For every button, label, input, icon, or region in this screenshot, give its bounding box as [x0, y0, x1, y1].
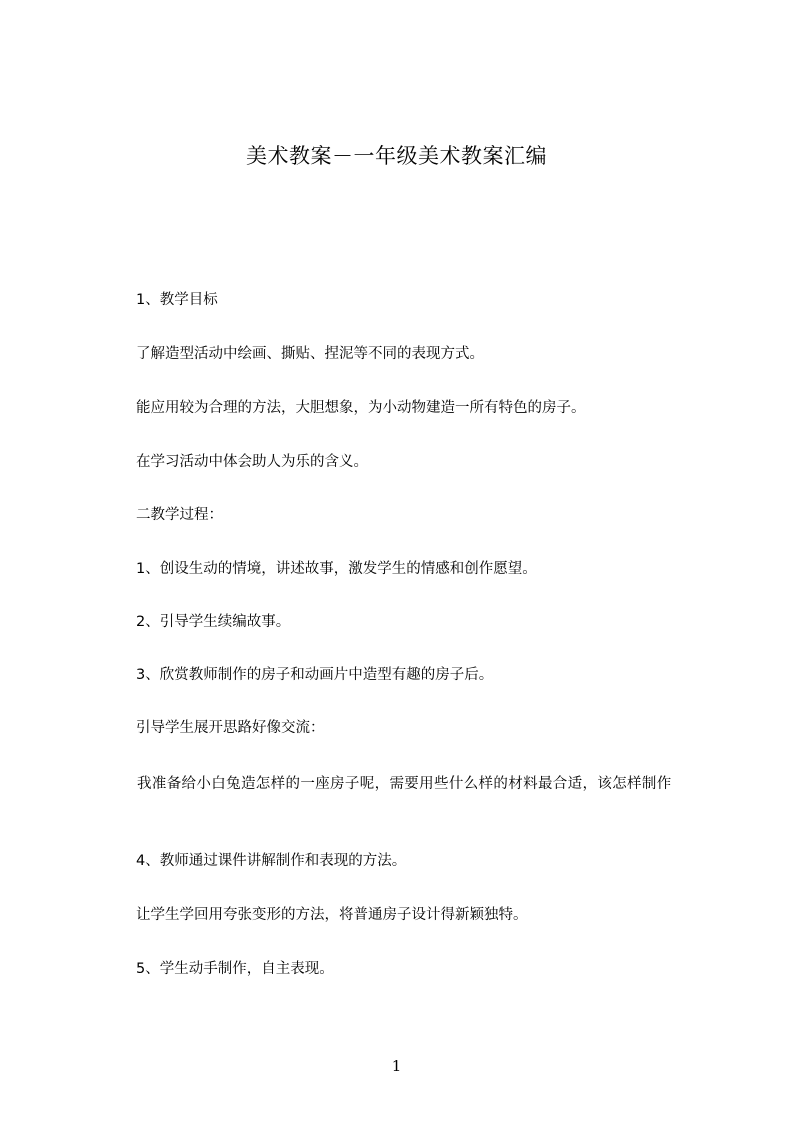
- paragraph-process-1: 1、创设生动的情境，讲述故事，激发学生的情感和创作愿望。: [136, 561, 537, 577]
- document-title: 美术教案－一年级美术教案汇编: [246, 144, 547, 168]
- section-heading-objectives: 1、教学目标: [136, 292, 218, 308]
- paragraph-process-4: 4、教师通过课件讲解制作和表现的方法。: [136, 853, 407, 869]
- paragraph-process-3: 3、欣赏教师制作的房子和动画片中造型有趣的房子后。: [136, 667, 494, 683]
- paragraph-process-guide: 引导学生展开思路好像交流：: [136, 720, 325, 736]
- page-number: 1: [391, 1057, 402, 1075]
- paragraph-process-2: 2、引导学生续编故事。: [136, 614, 291, 630]
- paragraph-question: 我准备给小白兔造怎样的一座房子呢，需要用些什么样的材料最合适，该怎样制作: [137, 776, 672, 792]
- paragraph-objective-3: 在学习活动中体会助人为乐的含义。: [136, 454, 368, 470]
- paragraph-objective-2: 能应用较为合理的方法，大胆想象，为小动物建造一所有特色的房子。: [136, 400, 586, 416]
- paragraph-process-5: 5、学生动手制作，自主表现。: [136, 961, 334, 977]
- section-heading-process: 二教学过程：: [136, 507, 223, 523]
- paragraph-process-4-detail: 让学生学回用夸张变形的方法，将普通房子设计得新颖独特。: [136, 907, 528, 923]
- paragraph-objective-1: 了解造型活动中绘画、撕贴、捏泥等不同的表现方式。: [136, 346, 484, 362]
